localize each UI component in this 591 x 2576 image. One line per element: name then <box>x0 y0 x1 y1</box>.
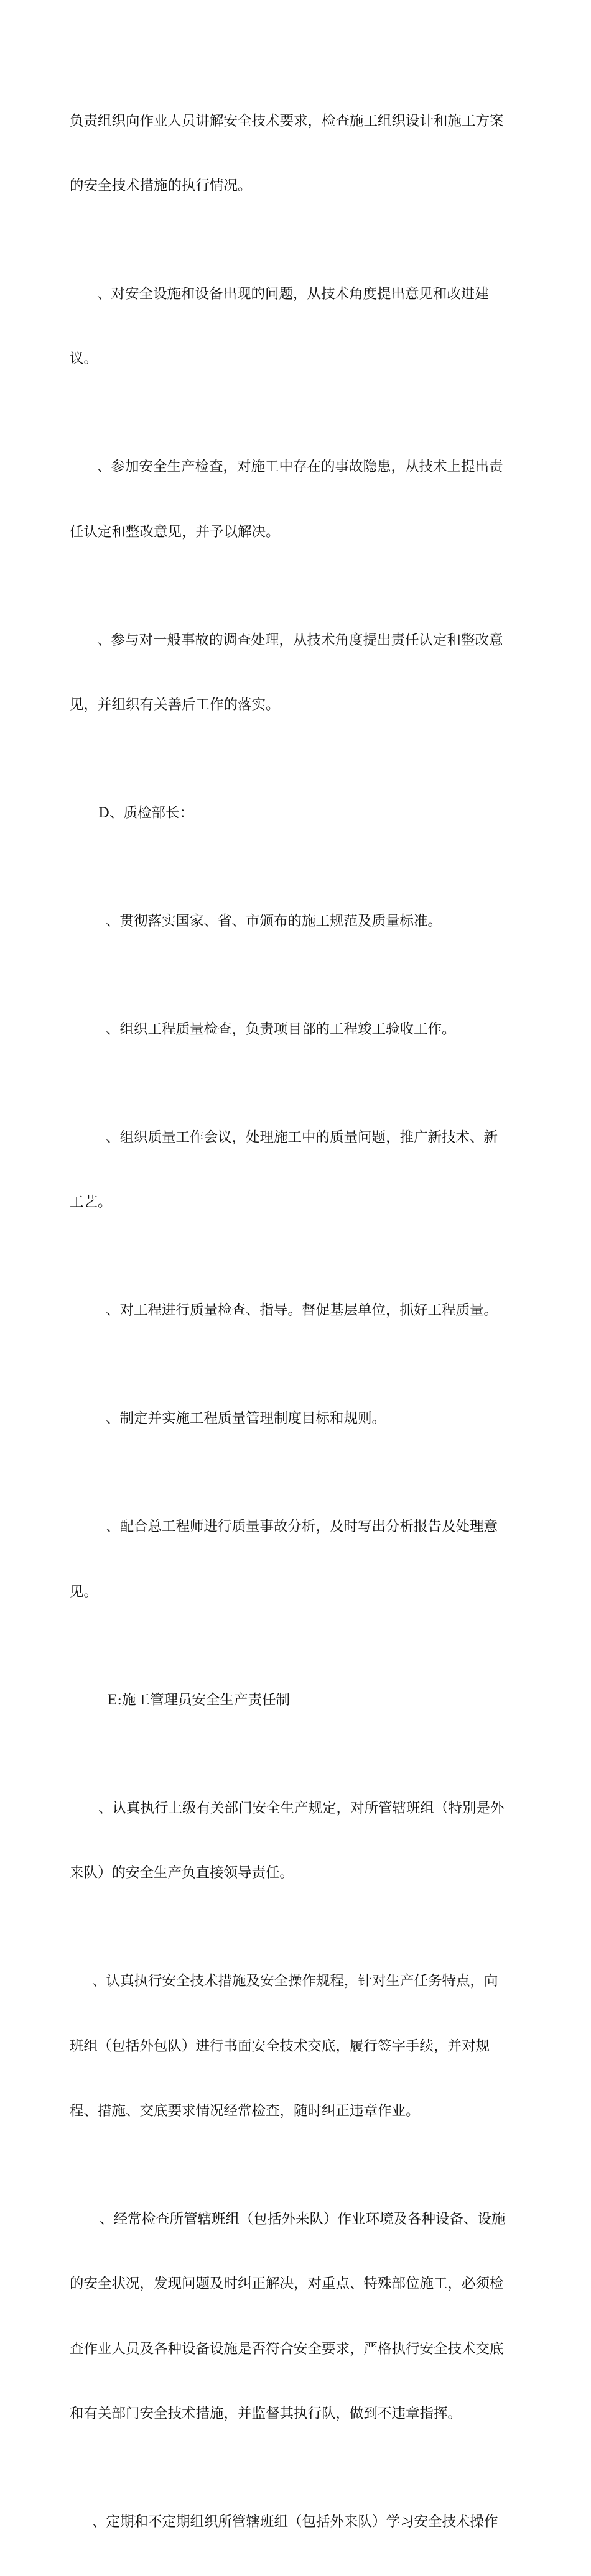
text-line: 、贯彻落实国家、省、市颁布的施工规范及质量标准。 <box>106 913 442 930</box>
paragraph <box>70 1083 524 1256</box>
paragraph <box>70 1754 524 1927</box>
document-body <box>70 67 524 2576</box>
text-line: 、制定并实施工程质量管理制度目标和规则。 <box>106 1410 386 1427</box>
paragraph <box>70 2468 524 2576</box>
paragraph <box>70 1257 524 1365</box>
paragraph <box>70 586 524 759</box>
text-line: 、经常检查所管辖班组（包括外来队）作业环境及各种设备、设施 <box>100 2210 506 2227</box>
text-line: 、对安全设施和设备出现的问题，从技术角度提出意见和改进建 <box>97 285 490 302</box>
text-line: 和有关部门安全技术措施，并监督其执行队，做到不违章指挥。 <box>70 2406 462 2422</box>
text-line: 来队）的安全生产负直接领导责任。 <box>70 1865 294 1882</box>
paragraph <box>70 240 524 413</box>
text-line: 、认真执行安全技术措施及安全操作规程，针对生产任务特点，向 <box>92 1973 498 1990</box>
paragraph <box>70 1928 524 2166</box>
text-line: E:施工管理员安全生产责任制 <box>107 1691 291 1708</box>
text-line: 、认真执行上级有关部门安全生产规定，对所管辖班组（特别是外 <box>98 1800 505 1816</box>
text-line: 议。 <box>70 351 98 367</box>
text-line: 工艺。 <box>70 1194 112 1211</box>
paragraph <box>70 67 524 240</box>
section-heading <box>70 1646 524 1754</box>
paragraph <box>70 975 524 1083</box>
text-line: 负责组织向作业人员讲解安全技术要求，检查施工组织设计和施工方案 <box>70 113 504 129</box>
paragraph <box>70 2165 524 2468</box>
text-line: 、对工程进行质量检查、指导。督促基层单位，抓好工程质量。 <box>106 1302 498 1319</box>
text-line: 、组织工程质量检查，负责项目部的工程竣工验收工作。 <box>106 1021 456 1038</box>
text-line: 、定期和不定期组织所管辖班组（包括外来队）学习安全技术操作 <box>92 2514 498 2531</box>
text-line: 查作业人员及各种设备设施是否符合安全要求，严格执行安全技术交底 <box>70 2340 504 2357</box>
text-line: 班组（包括外包队）进行书面安全技术交底，履行签字手续，并对规 <box>70 2038 490 2054</box>
text-line: 见，并组织有关善后工作的落实。 <box>70 697 280 714</box>
paragraph <box>70 413 524 586</box>
text-line: 的安全状况，发现问题及时纠正解决，对重点、特殊部位施工，必须检 <box>70 2276 504 2293</box>
paragraph <box>70 1473 524 1646</box>
text-line: 、配合总工程师进行质量事故分析，及时写出分析报告及处理意 <box>106 1519 498 1535</box>
text-line: 任认定和整改意见，并予以解决。 <box>70 523 280 540</box>
text-line: 的安全技术措施的执行情况。 <box>70 177 252 194</box>
paragraph <box>70 1365 524 1473</box>
text-line: 、参与对一般事故的调查处理，从技术角度提出责任认定和整改意 <box>97 632 503 648</box>
text-line: 、组织质量工作会议，处理施工中的质量问题，推广新技术、新 <box>106 1129 498 1146</box>
text-line: 见。 <box>70 1583 98 1600</box>
text-line: 、参加安全生产检查，对施工中存在的事故隐患，从技术上提出责 <box>97 459 503 476</box>
text-line: 程、措施、交底要求情况经常检查，随时纠正违章作业。 <box>70 2102 420 2119</box>
paragraph <box>70 867 524 975</box>
section-heading <box>70 760 524 868</box>
text-line: D、质检部长： <box>98 805 194 822</box>
